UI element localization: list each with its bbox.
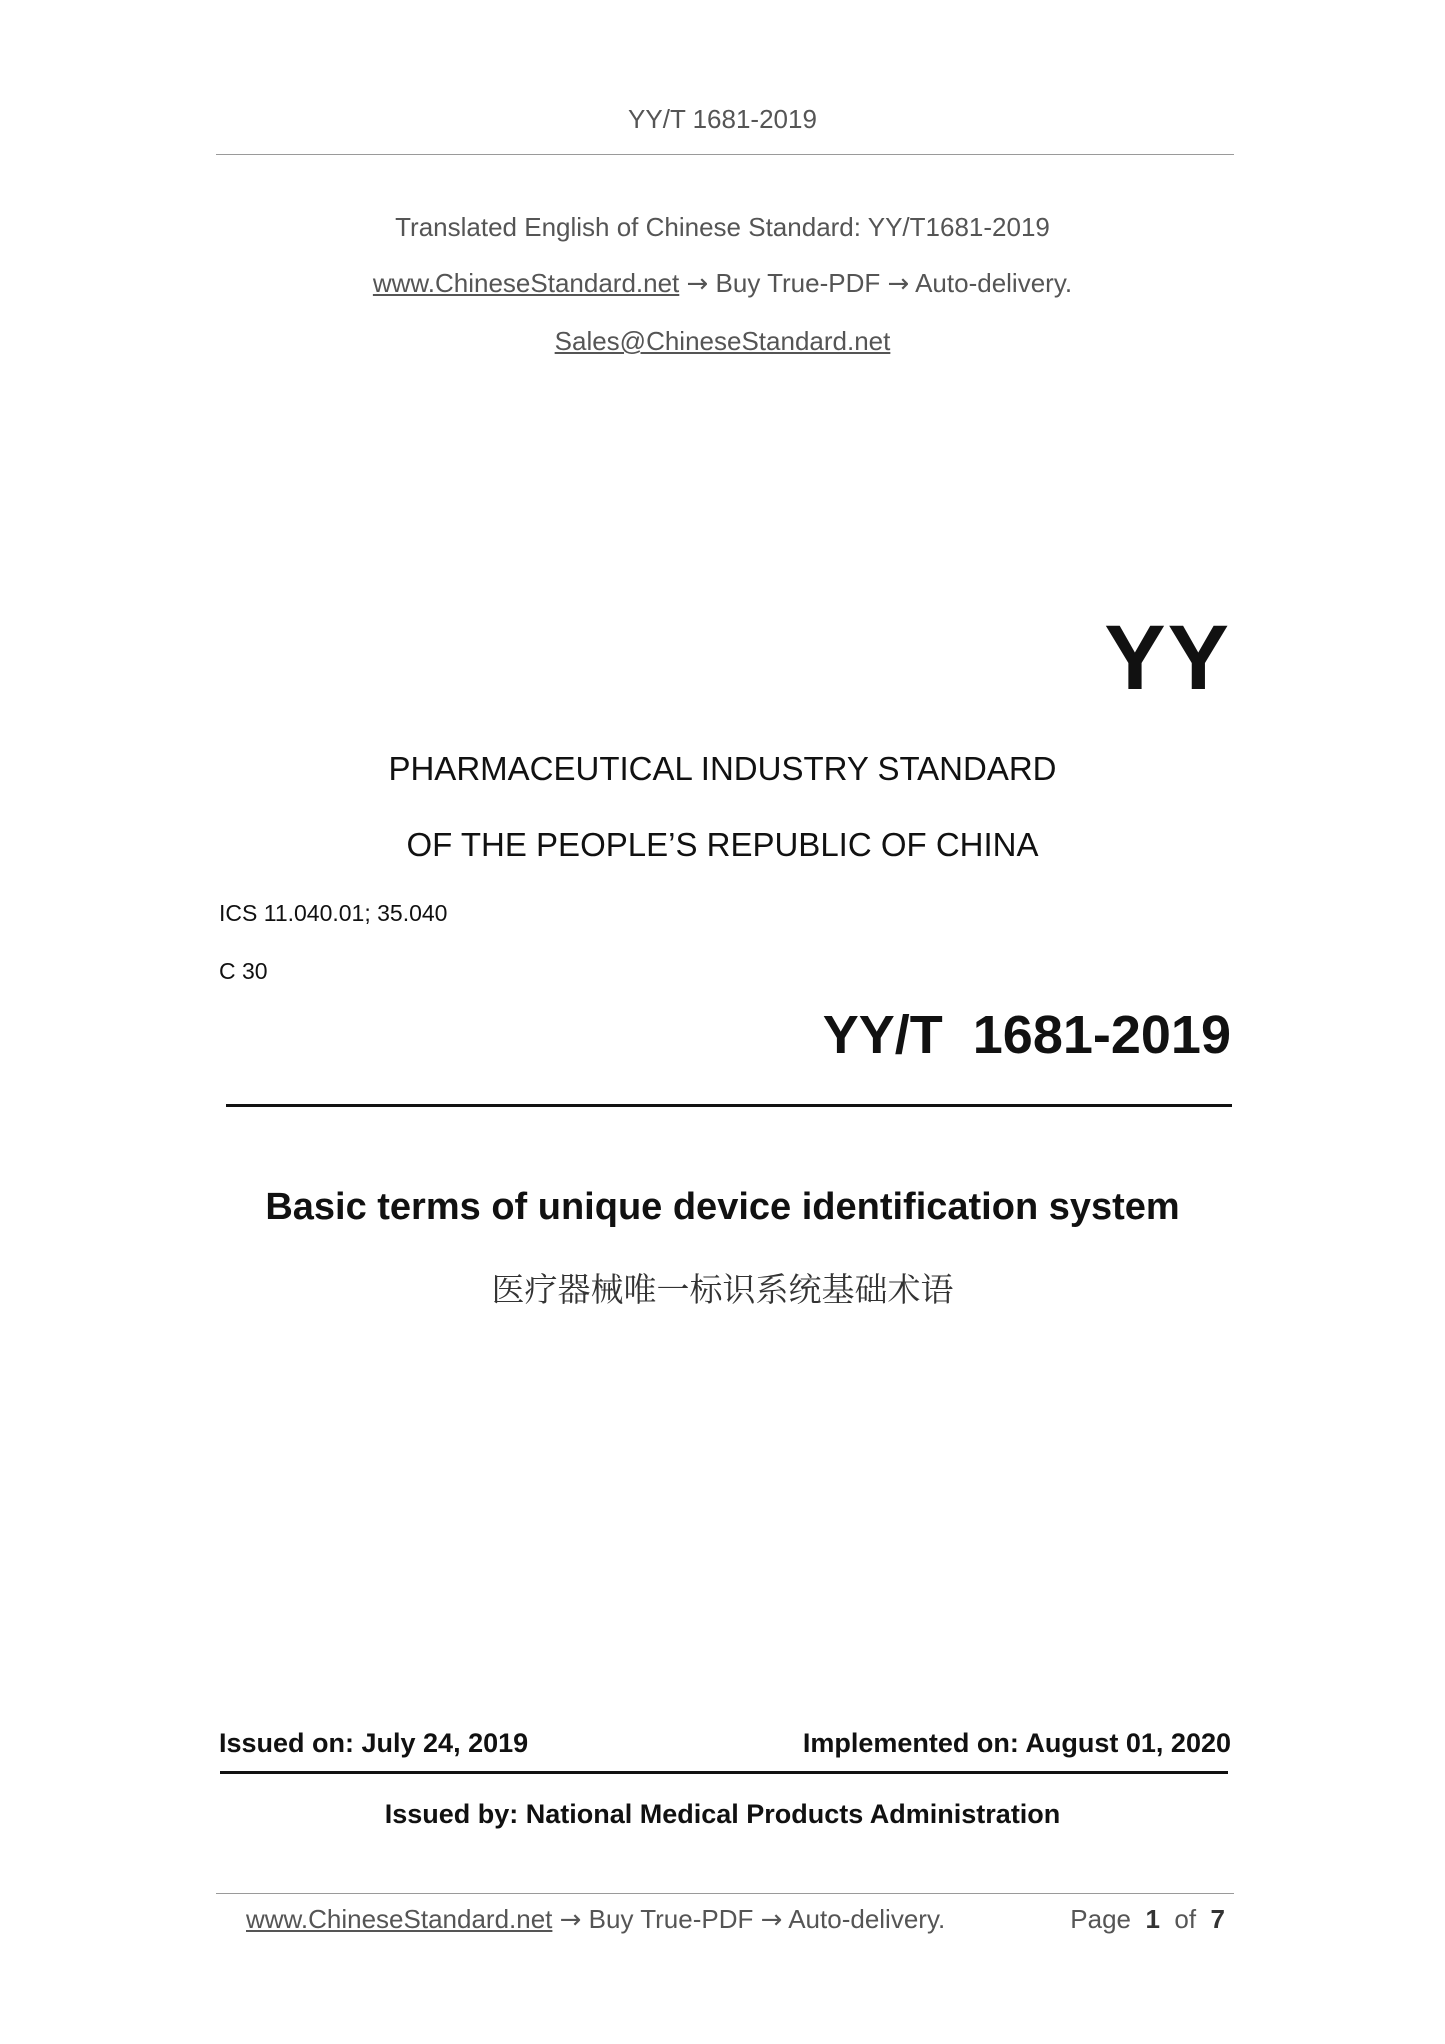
translated-line: Translated English of Chinese Standard: YY/T1681-2019: [395, 212, 1050, 242]
delivery-text: Auto-delivery.: [915, 268, 1073, 298]
arrow-right-icon: →: [760, 1905, 783, 1935]
running-header: YY/T 1681-2019: [628, 104, 817, 134]
standard-code: YY/T 1681-2019: [822, 1005, 1231, 1065]
of-label: of: [1174, 1904, 1197, 1934]
implemented-on: Implemented on: August 01, 2020: [802, 1728, 1231, 1758]
email-line: [0, 326, 1445, 357]
standard-logo: YY: [1104, 607, 1231, 709]
promo-links-line: [0, 268, 1445, 299]
issued-on: Issued on: July 24, 2019: [219, 1728, 529, 1758]
arrow-right-icon: →: [559, 1905, 582, 1935]
dates-divider: [220, 1771, 1228, 1774]
title-english: Basic terms of unique device identification system: [265, 1186, 1180, 1228]
footer-site-link[interactable]: www.ChineseStandard.net: [246, 1904, 553, 1934]
footer-delivery-text: Auto-delivery.: [788, 1904, 946, 1934]
arrow-right-icon: →: [887, 269, 910, 299]
industry-line-1: PHARMACEUTICAL INDUSTRY STANDARD: [388, 750, 1057, 787]
page-indicator: [1070, 1904, 1225, 1935]
footer-links: [246, 1904, 945, 1935]
issued-by: Issued by: National Medical Products Administration: [384, 1799, 1061, 1829]
page-total: 7: [1210, 1904, 1225, 1934]
arrow-right-icon: →: [686, 269, 709, 299]
title-chinese: 医疗器械唯一标识系统基础术语: [491, 1270, 954, 1309]
page-label: Page: [1070, 1904, 1132, 1934]
footer-buy-text: Buy True-PDF: [588, 1904, 754, 1934]
ccs-code: C 30: [219, 958, 268, 984]
industry-line-2: OF THE PEOPLE’S REPUBLIC OF CHINA: [406, 826, 1039, 863]
page-number: 1: [1145, 1904, 1160, 1934]
code-divider: [226, 1104, 1232, 1107]
header-divider: [216, 154, 1234, 155]
site-link[interactable]: www.ChineseStandard.net: [372, 268, 680, 298]
buy-text: Buy True-PDF: [715, 268, 881, 298]
ics-code: ICS 11.040.01; 35.040: [219, 900, 448, 926]
email-link[interactable]: Sales@ChineseStandard.net: [554, 326, 891, 356]
footer-divider: [216, 1893, 1234, 1894]
